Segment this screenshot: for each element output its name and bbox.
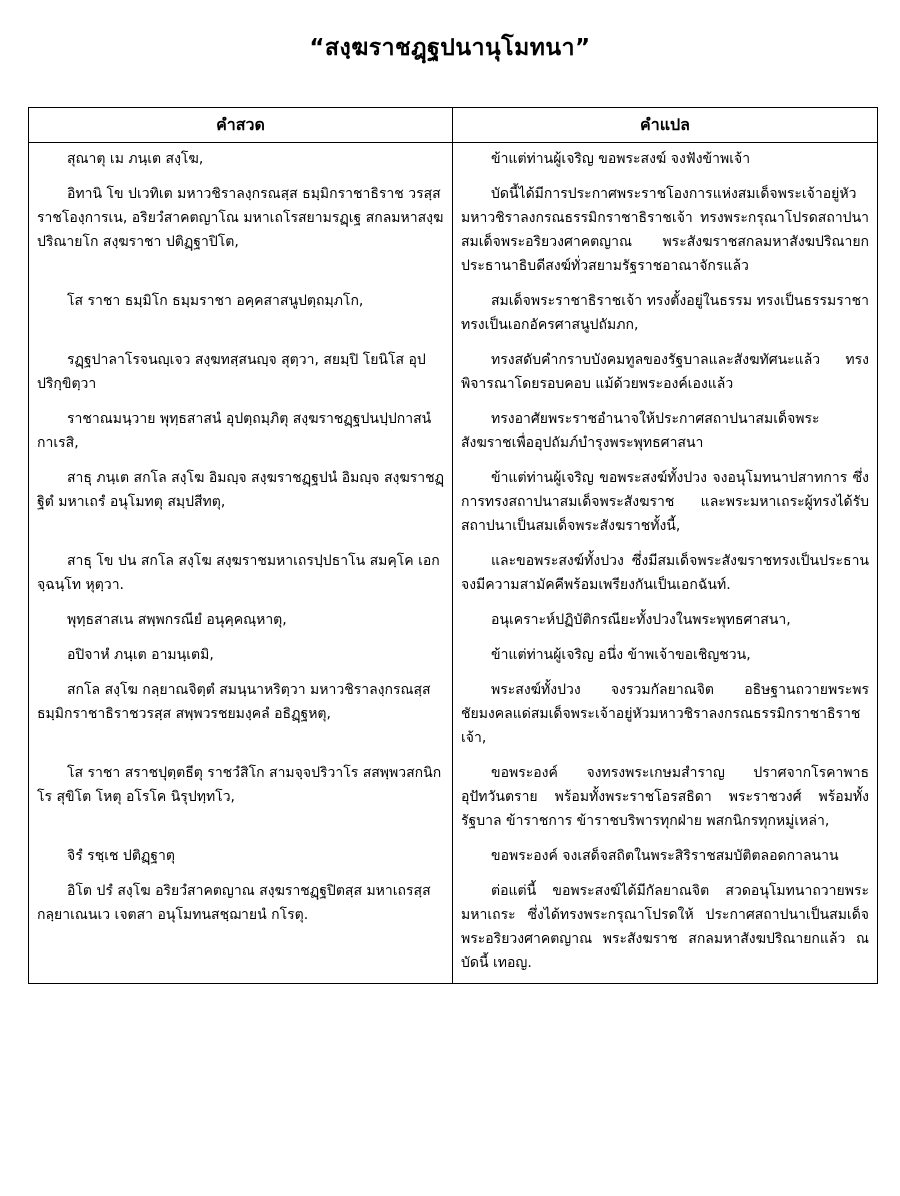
translation-cell: บัดนี้ได้มีการประกาศพระราชโองการแห่งสมเด็จพระเจ้าอยู่หัวมหาวชิราลงกรณธรรมิกราชาธิราชเจ้า ทรงพระกรุณาโปรดสถาปนาสมเด็จพระอริยวงศาคตญาณ พระสังฆราชสกลมหาสังฆปริณายก ประธานาธิบดีสงฆ์ทั่วสยามรัฐราชอาณาจักรแล้ว	[453, 178, 878, 285]
chant-cell: สุณาตุ เม ภนฺเต สงฺโฆ,	[29, 143, 453, 179]
table-row	[29, 143, 878, 179]
chant-cell: อิโต ปรํ สงฺโฆ อริยวํสาคตญาณ สงฺฆราชฏฺฐปิตสฺส มหาเถรสฺส กลฺยาเณนเว เจตสา อนุโมทนสชฺฌายนํ กโรตุ.	[29, 875, 453, 984]
table-row	[29, 403, 878, 462]
table-row	[29, 178, 878, 285]
translation-cell: พระสงฆ์ทั้งปวง จงรวมกัลยาณจิต อธิษฐานถวายพระพรชัยมงคลแด่สมเด็จพระเจ้าอยู่หัวมหาวชิราลงกรณธรรมิกราชาธิราชเจ้า,	[453, 674, 878, 757]
chant-cell: สกโล สงฺโฆ กลฺยาณจิตฺตํ สมนฺนาหริตฺวา มหาวชิราลงฺกรณสฺส ธมฺมิกราชาธิราชวรสฺส สพฺพวรชยมงฺคลํ อธิฏฺฐหตุ,	[29, 674, 453, 757]
chant-translation-table	[28, 107, 878, 984]
chant-cell: จิรํ รชฺเช ปติฏฺฐาตุ	[29, 840, 453, 875]
translation-cell: ทรงอาศัยพระราชอำนาจให้ประกาศสถาปนาสมเด็จพระสังฆราชเพื่ออุปถัมภ์บำรุงพระพุทธศาสนา	[453, 403, 878, 462]
translation-cell: อนุเคราะห์ปฏิบัติกรณียะทั้งปวงในพระพุทธศาสนา,	[453, 604, 878, 639]
chant-cell: อิทานิ โข ปเวทิเต มหาวชิราลงฺกรณสฺส ธมฺมิกราชาธิราช วรสฺส ราชโองฺการเน, อริยวํสาคตญาโณ มหาเถโรสยามรฏฺเฐ สกลมหาสงฺฆปริณายโก สงฺฆราชา ปติฏฺฐาปิโต,	[29, 178, 453, 285]
table-row	[29, 604, 878, 639]
translation-cell: ข้าแต่ท่านผู้เจริญ อนึ่ง ข้าพเจ้าขอเชิญชวน,	[453, 639, 878, 674]
translation-cell: ข้าแต่ท่านผู้เจริญ ขอพระสงฆ์ทั้งปวง จงอนุโมทนาปสาทการ ซึ่งการทรงสถาปนาสมเด็จพระสังฆราช และพระมหาเถระผู้ทรงได้รับสถาปนาเป็นสมเด็จพระสังฆราชทั้งนี้,	[453, 462, 878, 545]
table-row	[29, 757, 878, 840]
chant-cell: โส ราชา ธมฺมิโก ธมฺมราชา อคฺคสาสนูปตฺถมฺภโก,	[29, 285, 453, 344]
chant-cell: รฏฺฐปาลาโรจนญฺเจว สงฺฆทสฺสนญฺจ สุตฺวา, สยมฺปิ โยนิโส อุปปริกฺขิตฺวา	[29, 344, 453, 403]
translation-cell: และขอพระสงฆ์ทั้งปวง ซึ่งมีสมเด็จพระสังฆราชทรงเป็นประธาน จงมีความสามัคคีพร้อมเพรียงกันเป็นเอกฉันท์.	[453, 545, 878, 604]
chant-cell: อปิจาหํ ภนฺเต อามนฺเตมิ,	[29, 639, 453, 674]
table-row	[29, 639, 878, 674]
chant-cell: โส ราชา สราชปุตฺตธีตุ ราชวํสิโก สามจฺจปริวาโร สสพฺพวสกนิกโร สุขิโต โหตุ อโรโค นิรุปทฺทโว,	[29, 757, 453, 840]
chant-cell: สาธุ โข ปน สกโล สงฺโฆ สงฺฆราชมหาเถรปฺปธาโน สมคฺโค เอกจฺฉนฺโท หุตฺวา.	[29, 545, 453, 604]
translation-cell: ทรงสดับคำกราบบังคมทูลของรัฐบาลและสังฆทัศนะแล้ว ทรงพิจารณาโดยรอบคอบ แม้ด้วยพระองค์เองแล้ว	[453, 344, 878, 403]
column-header-chant: คำสวด	[29, 108, 453, 143]
table-row	[29, 462, 878, 545]
chant-cell: สาธุ ภนฺเต สกโล สงฺโฆ อิมญฺจ สงฺฆราชฏฺฐปนํ อิมญฺจ สงฺฆราชฏฺฐิตํ มหาเถรํ อนุโมทตุ สมฺปสีทตุ,	[29, 462, 453, 545]
table-row	[29, 545, 878, 604]
table-header-row	[29, 108, 878, 143]
table-row	[29, 285, 878, 344]
column-header-translation: คำแปล	[453, 108, 878, 143]
translation-cell: ข้าแต่ท่านผู้เจริญ ขอพระสงฆ์ จงฟังข้าพเจ้า	[453, 143, 878, 179]
chant-cell: พุทฺธสาสเน สพฺพกรณียํ อนุคฺคณฺหาตุ,	[29, 604, 453, 639]
page-title: “สงฺฆราชฎฺฐปนานุโมทนา”	[309, 35, 591, 61]
table-row	[29, 875, 878, 984]
chant-cell: ราชาณมนฺวาย พุทฺธสาสนํ อุปตฺถมฺภิตุ สงฺฆราชฏฺฐปนปฺปกาสนํ กาเรสิ,	[29, 403, 453, 462]
table-row	[29, 840, 878, 875]
table-row	[29, 344, 878, 403]
translation-cell: ขอพระองค์ จงทรงพระเกษมสำราญ ปราศจากโรคาพาธอุปัทวันตราย พร้อมทั้งพระราชโอรสธิดา พระราชวงศ์ พร้อมทั้งรัฐบาล ข้าราชการ ข้าราชบริพารทุกฝ่าย พสกนิกรทุกหมู่เหล่า,	[453, 757, 878, 840]
table-body	[29, 143, 878, 984]
translation-cell: สมเด็จพระราชาธิราชเจ้า ทรงตั้งอยู่ในธรรม ทรงเป็นธรรมราชา ทรงเป็นเอกอัครศาสนูปถัมภก,	[453, 285, 878, 344]
translation-cell: ต่อแต่นี้ ขอพระสงฆ์ได้มีกัลยาณจิต สวดอนุโมทนาถวายพระมหาเถระ ซึ่งได้ทรงพระกรุณาโปรดให้ ประกาศสถาปนาเป็นสมเด็จพระอริยวงศาคตญาณ พระสังฆราช สกลมหาสังฆปริณายกแล้ว ณ บัดนี้ เทอญ.	[453, 875, 878, 984]
translation-cell: ขอพระองค์ จงเสด็จสถิตในพระสิริราชสมบัติตลอดกาลนาน	[453, 840, 878, 875]
table-row	[29, 674, 878, 757]
